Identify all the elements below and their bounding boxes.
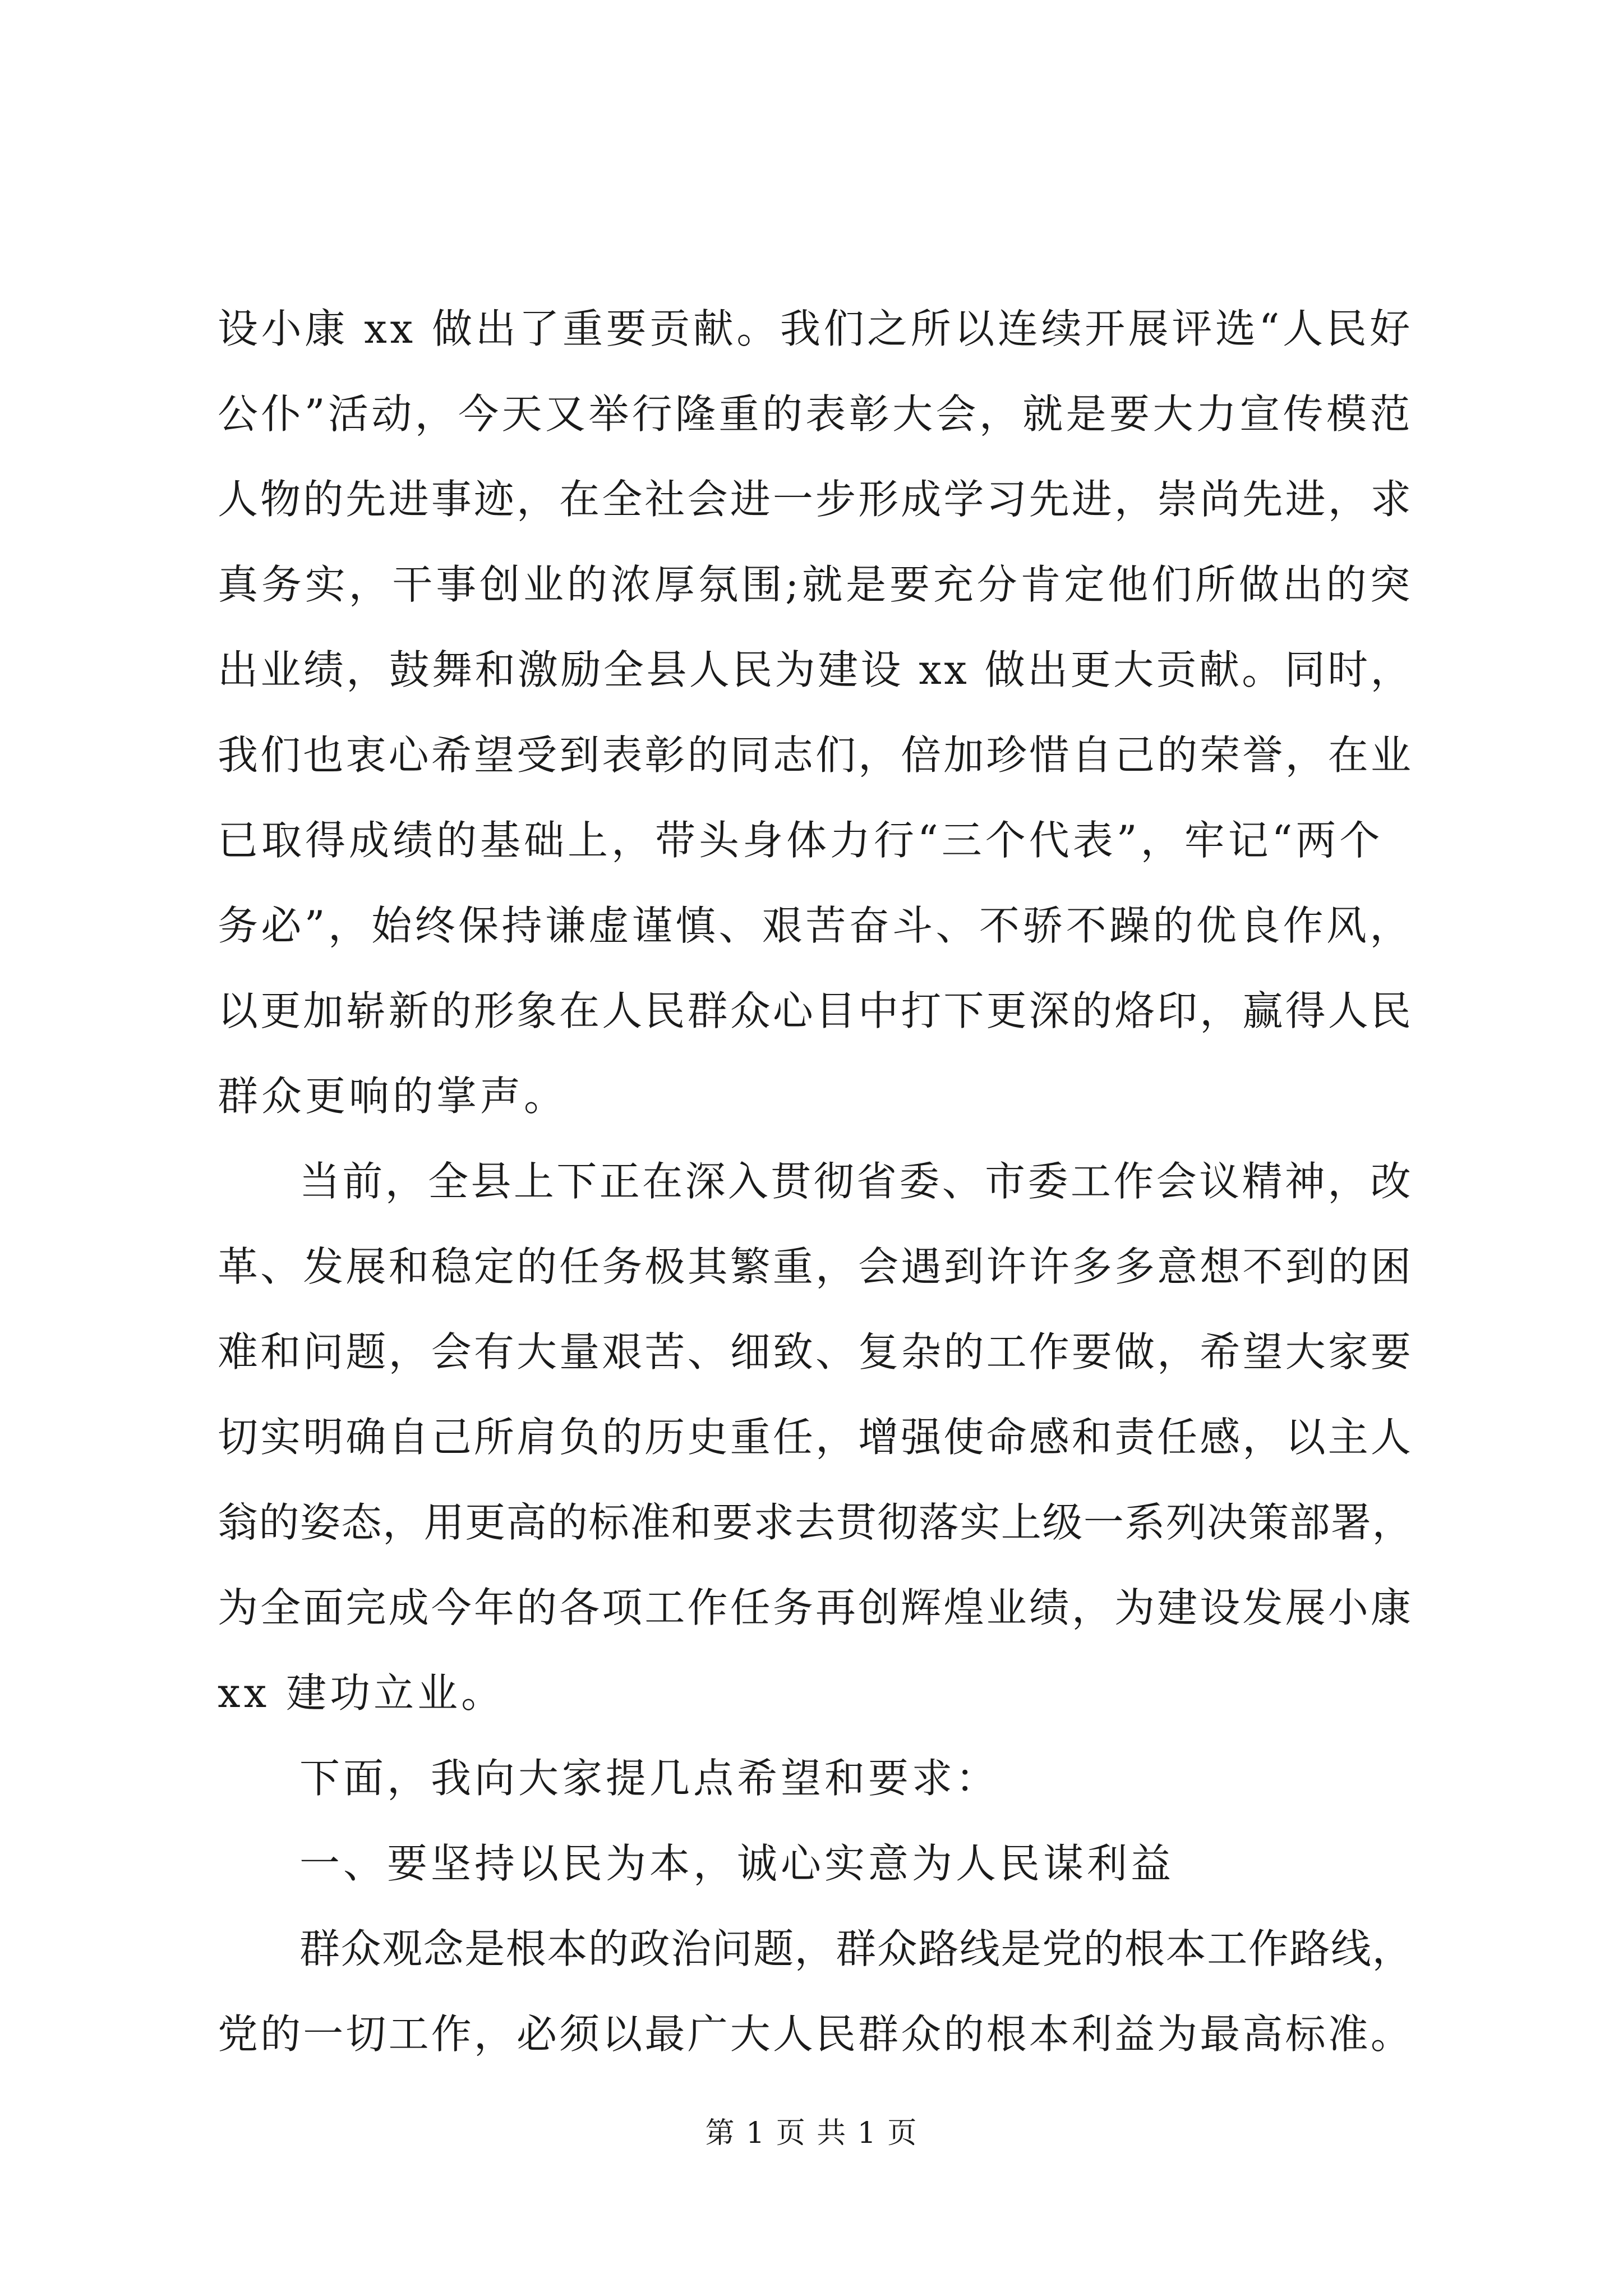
text-line: 人物的先进事迹，在全社会进一步形成学习先进，崇尚先进，求	[218, 476, 1414, 523]
text-line: 已取得成绩的基础上，带头身体力行“三个代表”，牢记“两个	[218, 817, 1384, 864]
text-line: xx 建功立业。	[218, 1669, 505, 1717]
text-line: 以更加崭新的形象在人民群众心目中打下更深的烙印，赢得人民	[218, 987, 1414, 1034]
text-line: 务必”，始终保持谦虚谨慎、艰苦奋斗、不骄不躁的优良作风，	[218, 902, 1413, 949]
text-line: 设小康 xx 做出了重要贡献。我们之所以连续开展评选“人民好	[218, 305, 1413, 352]
page-number-footer: 第 1 页 共 1 页	[705, 2116, 918, 2150]
paragraph-start-line: 当前，全县上下正在深入贯彻省委、市委工作会议精神，改	[299, 1158, 1414, 1205]
section-heading: 一、要坚持以民为本，诚心实意为人民谋利益	[299, 1840, 1175, 1887]
text-line: 我们也衷心希望受到表彰的同志们，倍加珍惜自己的荣誉，在业	[218, 731, 1414, 779]
text-line: 革、发展和稳定的任务极其繁重，会遇到许许多多意想不到的困	[218, 1243, 1414, 1290]
text-line: 群众更响的掌声。	[218, 1073, 568, 1120]
text-line: 真务实，干事创业的浓厚氛围;就是要充分肯定他们所做出的突	[218, 561, 1414, 608]
text-line: 切实明确自己所肩负的历史重任，增强使命感和责任感，以主人	[218, 1414, 1414, 1461]
text-line: 党的一切工作，必须以最广大人民群众的根本利益为最高标准。	[218, 2010, 1414, 2058]
text-line: 出业绩，鼓舞和激励全县人民为建设 xx 做出更大贡献。同时，	[218, 646, 1413, 693]
text-line: 难和问题，会有大量艰苦、细致、复杂的工作要做，希望大家要	[218, 1328, 1414, 1375]
text-line: 公仆”活动，今天又举行隆重的表彰大会，就是要大力宣传模范	[218, 390, 1413, 438]
text-line: 翁的姿态，用更高的标准和要求去贯彻落实上级一系列决策部署，	[218, 1499, 1414, 1546]
text-line: 为全面完成今年的各项工作任务再创辉煌业绩，为建设发展小康	[218, 1584, 1414, 1631]
paragraph-start-line: 群众观念是根本的政治问题，群众路线是党的根本工作路线，	[299, 1925, 1414, 1972]
paragraph-start-line: 下面，我向大家提几点希望和要求：	[299, 1755, 1000, 1802]
